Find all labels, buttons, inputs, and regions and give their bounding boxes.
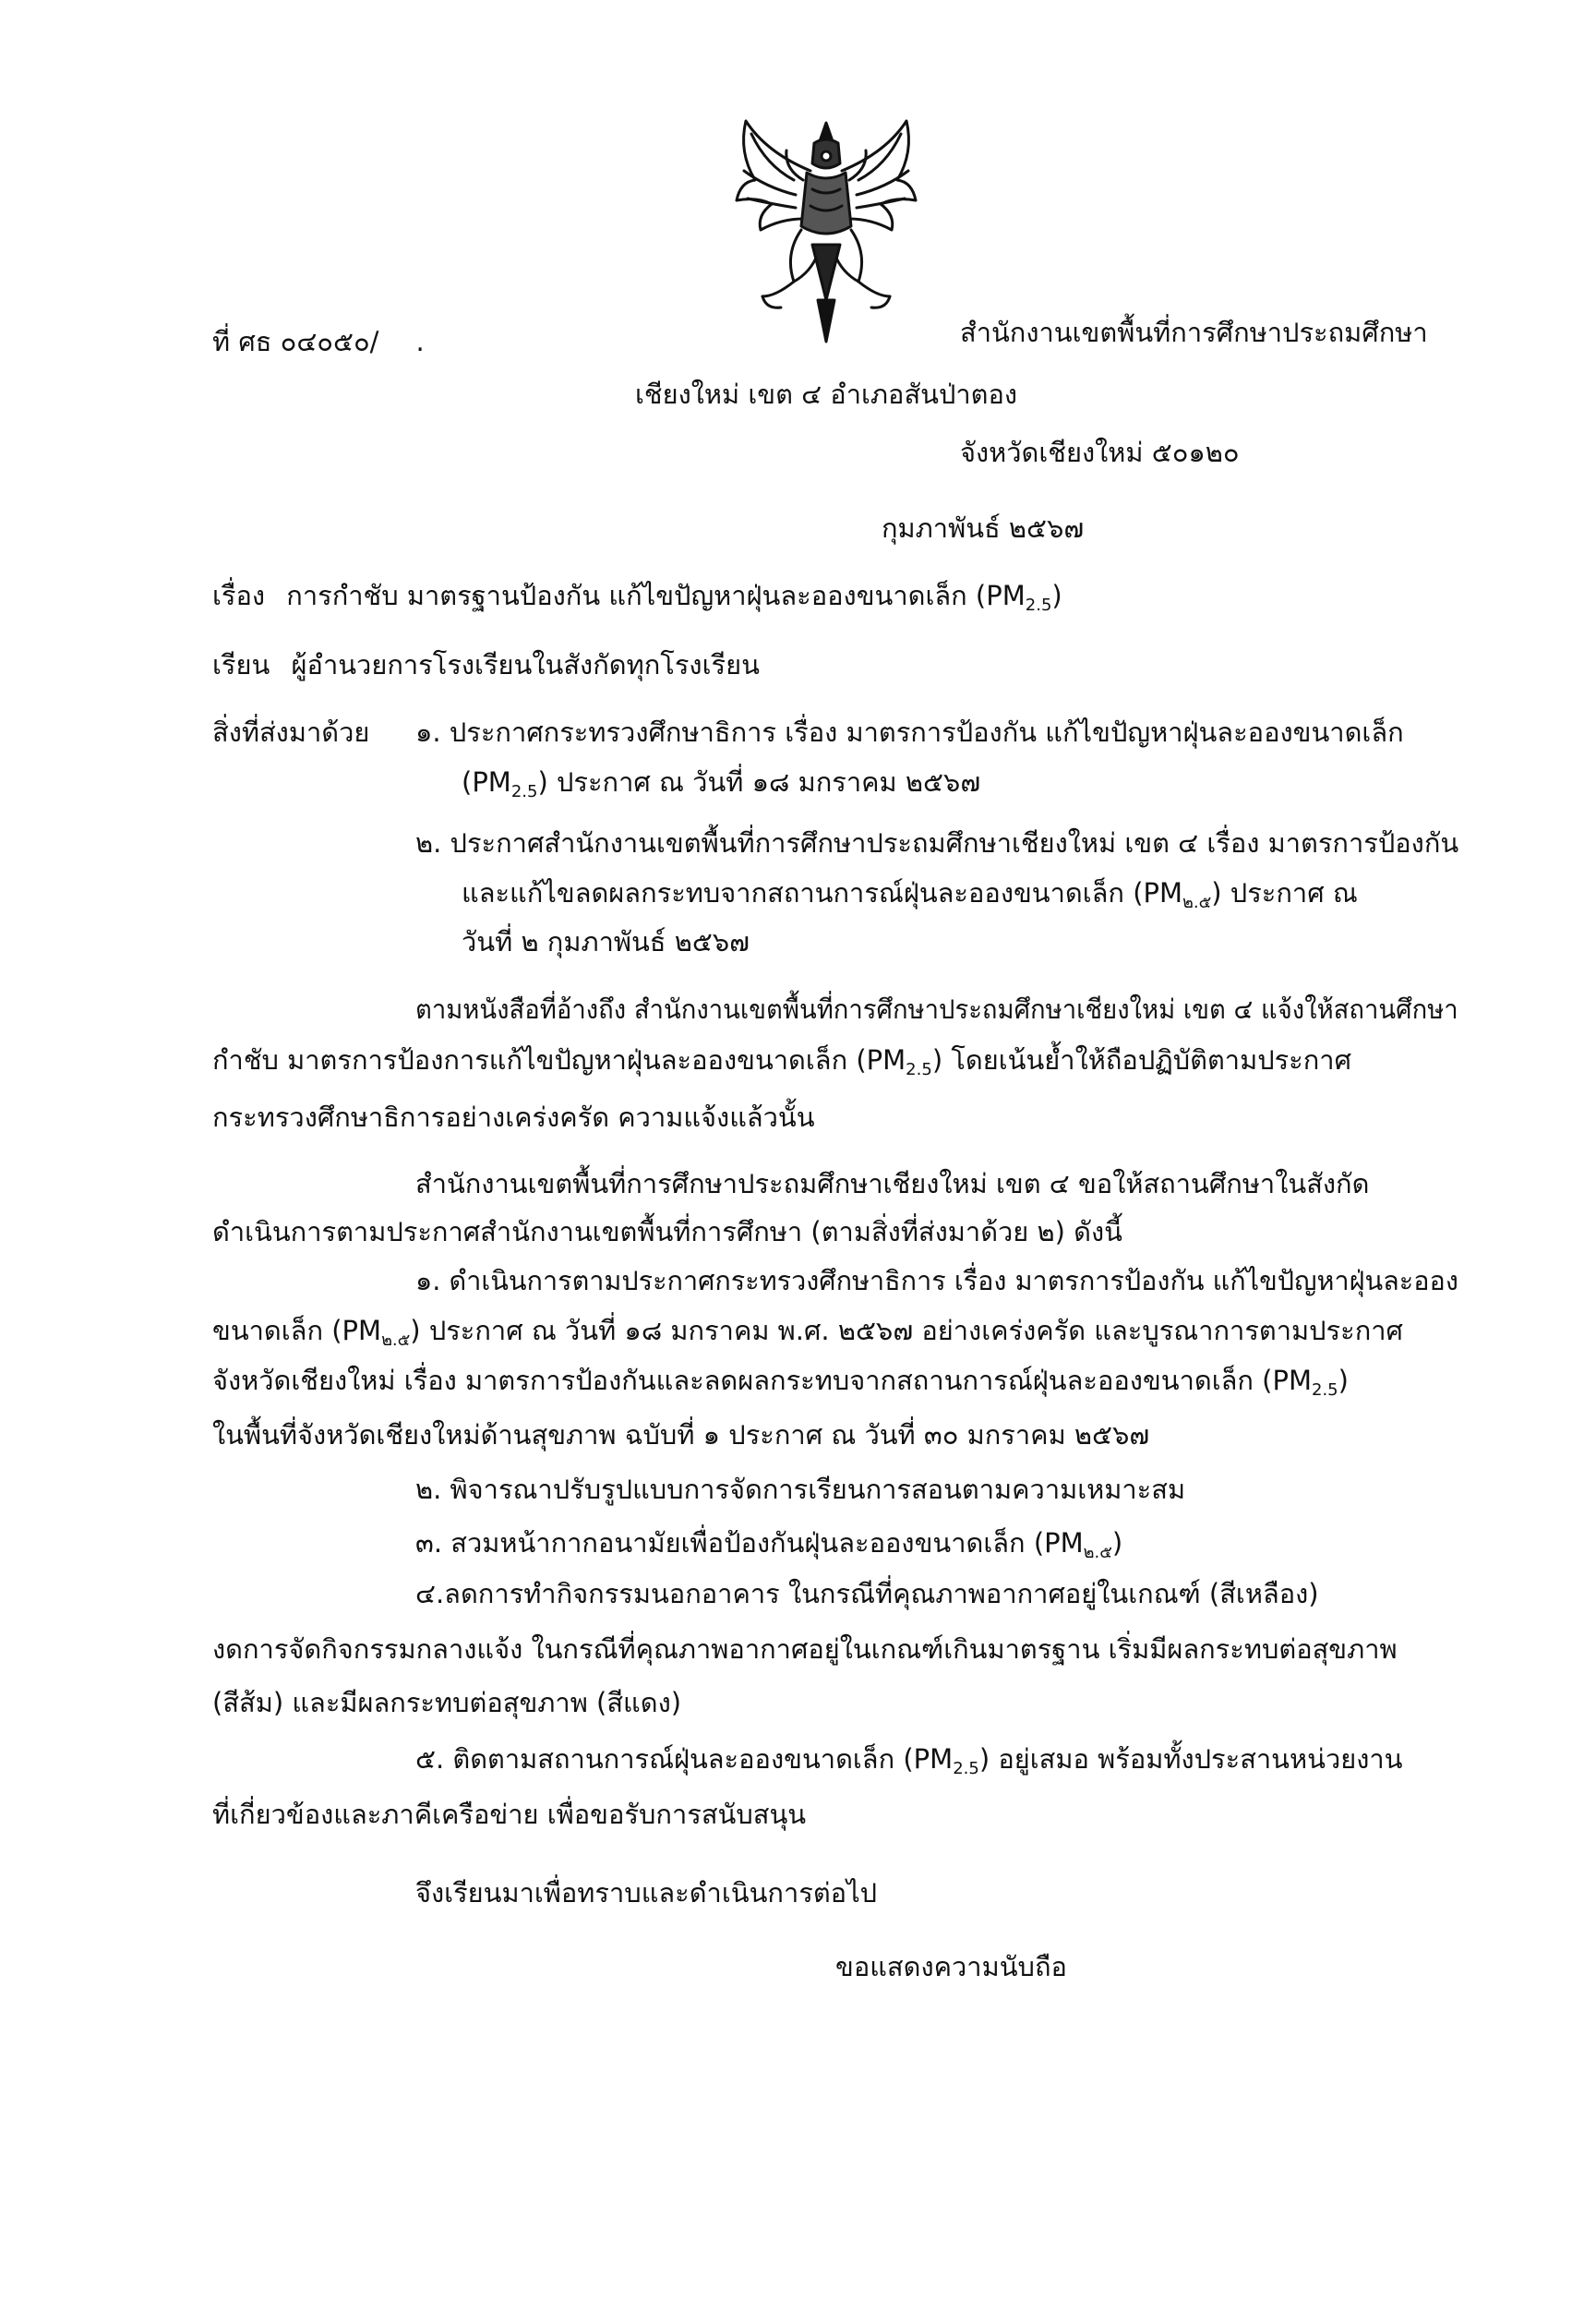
enclosure-item-2-line2: และแก้ไขลดผลกระทบจากสถานการณ์ฝุ่นละอองขนาดเล็ก $(PM_{๒.๕})$ ประกาศ ณ: [462, 877, 1358, 912]
paragraph-1-line3: กระทรวงศึกษาธิการอย่างเคร่งครัด ความแจ้งแล้วนั้น: [212, 1102, 815, 1133]
subject-text: การกำชับ มาตรฐานป้องกัน แก้ไขปัญหาฝุ่นละอองขนาดเล็ก $(PM_{2.5})$: [286, 580, 1062, 615]
office-address-line1: สำนักงานเขตพื้นที่การศึกษาประถมศึกษา: [960, 317, 1428, 348]
reference-number: ที่ ศธ ๐๔๐๕๐/ .: [212, 326, 425, 357]
office-address-line3: จังหวัดเชียงใหม่ ๕๐๑๒๐: [960, 437, 1240, 468]
action-item-1-line3: จังหวัดเชียงใหม่ เรื่อง มาตรการป้องกันและลดผลกระทบจากสถานการณ์ฝุ่นละอองขนาดเล็ก $(PM_{2.5})$: [212, 1365, 1349, 1400]
action-item-1-line2: ขนาดเล็ก $(PM_{๒.๕})$ ประกาศ ณ วันที่ ๑๘ มกราคม พ.ศ. ๒๕๖๗ อย่างเคร่งครัด และบูรณาการตามประกาศ: [212, 1315, 1403, 1350]
enclosure-item-1-line2: $(PM_{2.5})$ ประกาศ ณ วันที่ ๑๘ มกราคม ๒๕๖๗: [462, 766, 981, 801]
paragraph-1-line1: ตามหนังสือที่อ้างถึง สำนักงานเขตพื้นที่การศึกษาประถมศึกษาเชียงใหม่ เขต ๔ แจ้งให้สถานศึกษา: [415, 993, 1458, 1025]
action-item-2: ๒. พิจารณาปรับรูปแบบการจัดการเรียนการสอนตามความเหมาะสม: [415, 1474, 1186, 1505]
enclosure-item-2-line1: ๒. ประกาศสำนักงานเขตพื้นที่การศึกษาประถมศึกษาเชียงใหม่ เขต ๔ เรื่อง มาตรการป้องกัน: [415, 827, 1459, 859]
garuda-emblem-icon: [729, 115, 923, 346]
action-item-3: ๓. สวมหน้ากากอนามัยเพื่อป้องกันฝุ่นละอองขนาดเล็ก $(PM_{๒.๕})$: [415, 1527, 1123, 1562]
action-item-4-line2: งดการจัดกิจกรรมกลางแจ้ง ในกรณีที่คุณภาพอากาศอยู่ในเกณฑ์เกินมาตรฐาน เริ่มมีผลกระทบต่อสุขภาพ: [212, 1633, 1398, 1665]
paragraph-1-line2: กำชับ มาตรการป้องการแก้ไขปัญหาฝุ่นละอองขนาดเล็ก $(PM_{2.5})$ โดยเน้นย้ำให้ถือปฏิบัติตามประกาศ: [212, 1044, 1351, 1079]
action-item-4-line3: (สีส้ม) และมีผลกระทบต่อสุขภาพ (สีแดง): [212, 1687, 682, 1718]
action-item-4-line1: ๔.ลดการทำกิจกรรมนอกอาคาร ในกรณีที่คุณภาพอากาศอยู่ในเกณฑ์ (สีเหลือง): [415, 1578, 1319, 1609]
enclosure-item-1-line1: ๑. ประกาศกระทรวงศึกษาธิการ เรื่อง มาตรการป้องกัน แก้ไขปัญหาฝุ่นละอองขนาดเล็ก: [415, 716, 1404, 748]
letter-date: กุมภาพันธ์ ๒๕๖๗: [882, 512, 1085, 544]
subject-label: เรื่อง: [212, 580, 266, 611]
paragraph-2-line2: ดำเนินการตามประกาศสำนักงานเขตพื้นที่การศึกษา (ตามสิ่งที่ส่งมาด้วย ๒) ดังนี้: [212, 1216, 1122, 1247]
subject-line: [212, 577, 1062, 614]
paragraph-2-line1: สำนักงานเขตพื้นที่การศึกษาประถมศึกษาเชียงใหม่ เขต ๔ ขอให้สถานศึกษาในสังกัด: [415, 1168, 1370, 1199]
action-item-5-line2: ที่เกี่ยวข้องและภาคีเครือข่าย เพื่อขอรับการสนับสนุน: [212, 1799, 807, 1830]
action-item-5-line1: ๕. ติดตามสถานการณ์ฝุ่นละอองขนาดเล็ก $(PM_{2.5})$ อยู่เสมอ พร้อมทั้งประสานหน่วยงาน: [415, 1743, 1403, 1778]
salutation-label: เรียน: [212, 649, 270, 680]
action-item-1-line1: ๑. ดำเนินการตามประกาศกระทรวงศึกษาธิการ เรื่อง มาตรการป้องกัน แก้ไขปัญหาฝุ่นละออง: [415, 1265, 1458, 1296]
action-item-1-line4: ในพื้นที่จังหวัดเชียงใหม่ด้านสุขภาพ ฉบับที่ ๑ ประกาศ ณ วันที่ ๓๐ มกราคม ๒๕๖๗: [212, 1419, 1150, 1451]
enclosure-item-2-line3: วันที่ ๒ กุมภาพันธ์ ๒๕๖๗: [462, 926, 750, 957]
salutation-text: ผู้อำนวยการโรงเรียนในสังกัดทุกโรงเรียน: [291, 649, 760, 680]
office-address-line2: เชียงใหม่ เขต ๔ อำเภอสันป่าตอง: [635, 379, 1018, 410]
closing-regards: ขอแสดงความนับถือ: [835, 1951, 1067, 1982]
enclosures-label: สิ่งที่ส่งมาด้วย: [212, 716, 370, 748]
closing-text: จึงเรียนมาเพื่อทราบและดำเนินการต่อไป: [415, 1877, 878, 1909]
salutation-line: [212, 646, 760, 683]
